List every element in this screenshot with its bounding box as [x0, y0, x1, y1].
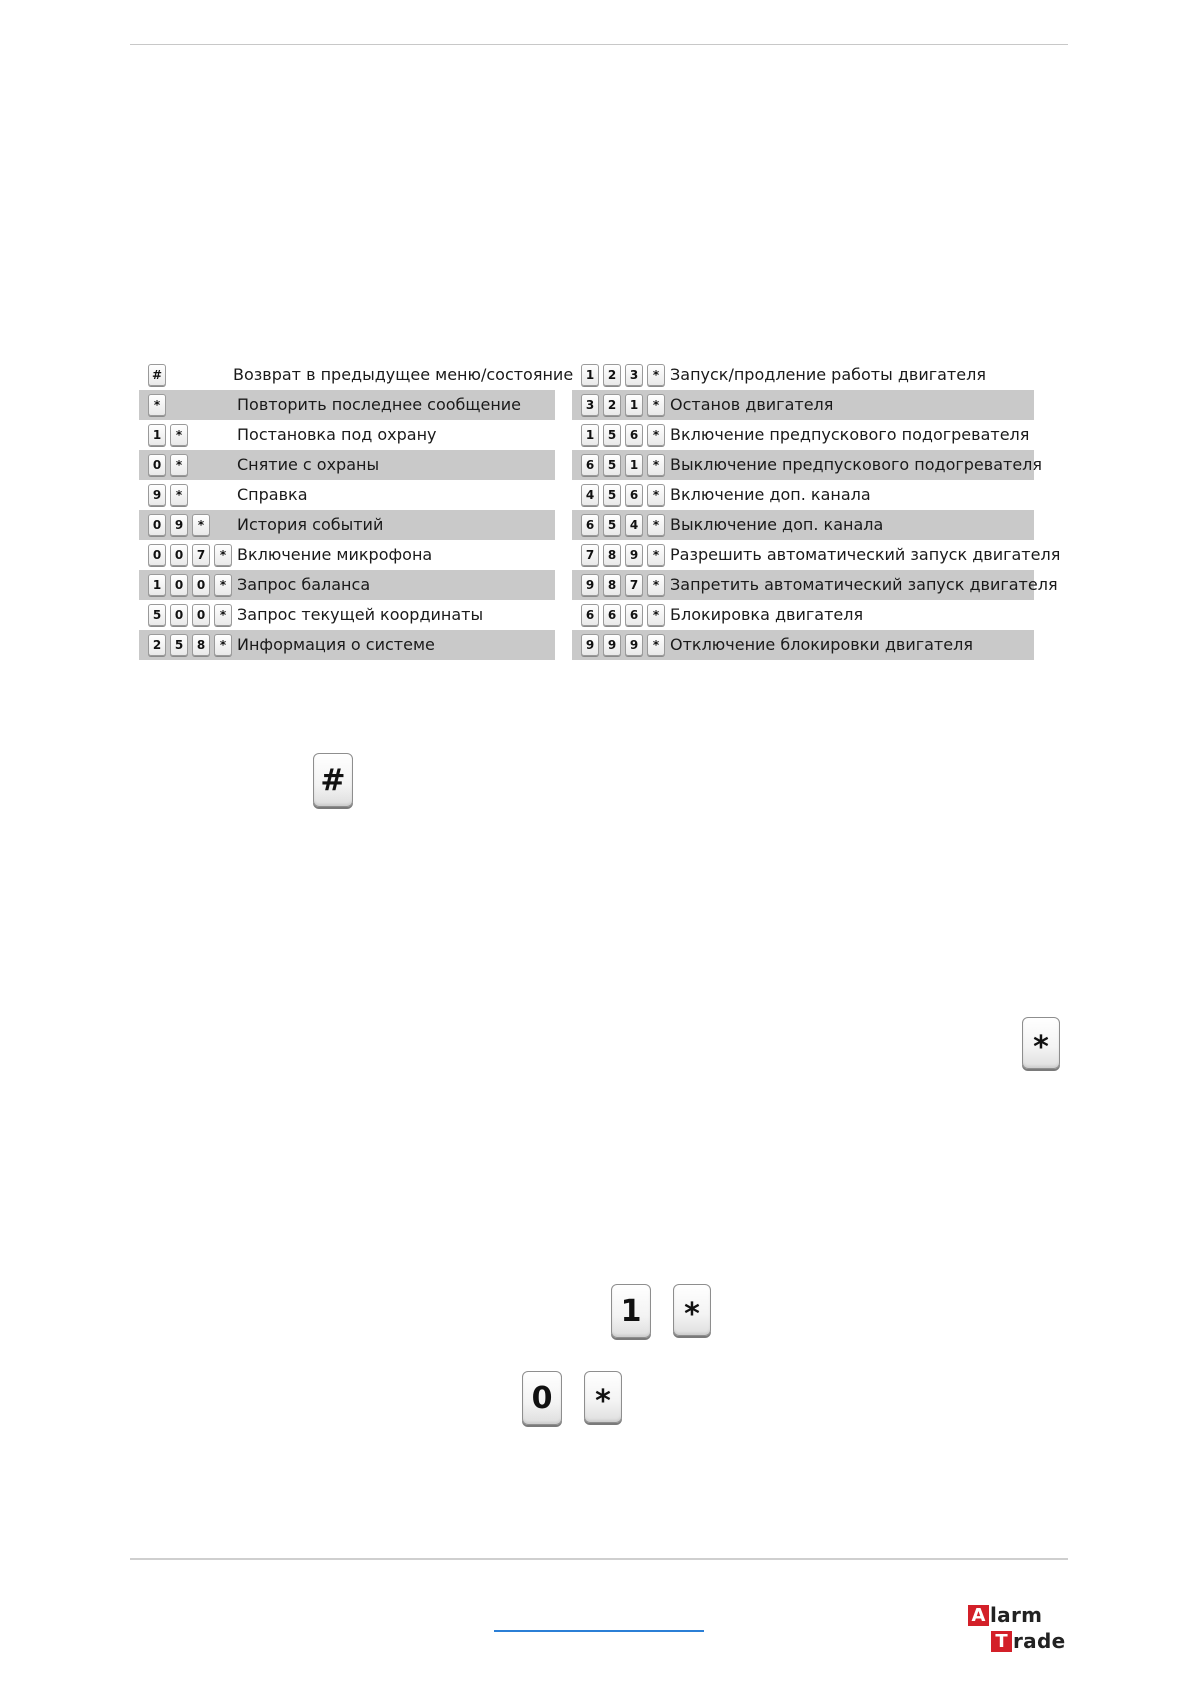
star-key-icon: *: [584, 1371, 622, 1423]
keypad-key-icon: 9: [170, 514, 188, 536]
alarm-trade-logo: [964, 1601, 1068, 1653]
keypad-key-icon: 6: [581, 514, 599, 536]
command-row: [139, 390, 555, 420]
keypad-key-icon: 9: [148, 484, 166, 506]
key-sequence: [139, 544, 236, 566]
keypad-key-icon: 6: [625, 604, 643, 626]
keypad-key-icon: 4: [625, 514, 643, 536]
star-key-icon: *: [673, 1284, 711, 1336]
command-label: Постановка под охрану: [237, 425, 437, 444]
key-sequence: [139, 364, 170, 386]
keypad-key-icon: 2: [603, 394, 621, 416]
key-sequence: [572, 634, 669, 656]
hash-key-icon: #: [313, 753, 353, 807]
keypad-key-icon: 2: [603, 364, 621, 386]
command-label: Справка: [237, 485, 308, 504]
keypad-key-icon: *: [647, 604, 665, 626]
command-label: Включение предпускового подогревателя: [670, 425, 1030, 444]
keypad-key-icon: 5: [603, 484, 621, 506]
keypad-key-icon: 3: [581, 394, 599, 416]
command-label: Останов двигателя: [670, 395, 834, 414]
keypad-key-icon: *: [647, 634, 665, 656]
command-row: [139, 480, 555, 510]
key-sequence: [572, 604, 669, 626]
keypad-key-icon: 9: [581, 574, 599, 596]
key-sequence: [572, 394, 669, 416]
command-label: Выключение предпускового подогревателя: [670, 455, 1043, 474]
keypad-key-icon: 4: [581, 484, 599, 506]
keypad-key-icon: 6: [581, 604, 599, 626]
keypad-key-icon: 9: [625, 634, 643, 656]
keypad-key-icon: 5: [148, 604, 166, 626]
keypad-key-icon: 1: [581, 364, 599, 386]
logo-word-alarm: larm: [990, 1603, 1043, 1627]
keypad-key-icon: 6: [625, 424, 643, 446]
command-row: [139, 360, 574, 390]
key-sequence: [139, 604, 236, 626]
keypad-key-icon: 8: [192, 634, 210, 656]
keypad-key-icon: *: [647, 544, 665, 566]
command-label: Запрос текущей координаты: [237, 605, 484, 624]
keypad-key-icon: 2: [148, 634, 166, 656]
keypad-key-icon: 0: [170, 604, 188, 626]
keypad-key-icon: *: [647, 484, 665, 506]
command-row: [572, 390, 1034, 420]
key-sequence: [139, 514, 214, 536]
keypad-key-icon: 6: [625, 484, 643, 506]
keypad-key-icon: 6: [603, 604, 621, 626]
keypad-key-icon: 7: [581, 544, 599, 566]
commands-table-left: [139, 360, 574, 660]
digit-0-key-icon: 0: [522, 1371, 562, 1425]
command-label: Запуск/продление работы двигателя: [670, 365, 986, 384]
keypad-key-icon: 5: [603, 424, 621, 446]
command-row: [572, 570, 1058, 600]
keypad-key-icon: *: [214, 574, 232, 596]
keypad-key-icon: 1: [148, 424, 166, 446]
key-sequence: [139, 634, 236, 656]
command-label: Повторить последнее сообщение: [237, 395, 522, 414]
keypad-key-icon: *: [647, 514, 665, 536]
command-label: Возврат в предыдущее меню/состояние: [233, 365, 574, 384]
keypad-key-icon: *: [647, 394, 665, 416]
command-row: [572, 630, 1034, 660]
keypad-key-icon: 5: [603, 454, 621, 476]
command-row: [139, 600, 555, 630]
footer-divider: [130, 1558, 1068, 1560]
keypad-key-icon: 0: [192, 604, 210, 626]
key-sequence: [572, 454, 669, 476]
header-divider: [130, 44, 1068, 45]
keypad-key-icon: *: [192, 514, 210, 536]
keypad-key-icon: 7: [192, 544, 210, 566]
keypad-key-icon: 8: [603, 574, 621, 596]
keypad-key-icon: 0: [148, 454, 166, 476]
keypad-key-icon: 5: [170, 634, 188, 656]
keypad-key-icon: 9: [603, 634, 621, 656]
command-row: [139, 450, 555, 480]
commands-table-right: [572, 360, 1061, 660]
keypad-key-icon: 0: [170, 544, 188, 566]
key-sequence: [139, 574, 236, 596]
command-label: Включение микрофона: [237, 545, 433, 564]
command-row: [139, 540, 555, 570]
keypad-key-icon: *: [647, 424, 665, 446]
keypad-key-icon: 5: [603, 514, 621, 536]
star-key-icon: *: [1022, 1017, 1060, 1069]
key-sequence: [139, 454, 192, 476]
keypad-key-icon: 0: [192, 574, 210, 596]
keypad-key-icon: *: [214, 544, 232, 566]
command-label: Разрешить автоматический запуск двигателя: [670, 545, 1061, 564]
keypad-key-icon: 9: [625, 544, 643, 566]
command-label: Выключение доп. канала: [670, 515, 884, 534]
command-row: [572, 480, 1034, 510]
digit-1-key-icon: 1: [611, 1284, 651, 1338]
command-label: Запрос баланса: [237, 575, 371, 594]
logo-letter-a: A: [968, 1605, 989, 1626]
key-sequence: [572, 424, 669, 446]
keypad-key-icon: 1: [625, 394, 643, 416]
key-sequence: [139, 394, 170, 416]
command-row: [572, 510, 1034, 540]
command-label: Включение доп. канала: [670, 485, 871, 504]
command-label: Блокировка двигателя: [670, 605, 864, 624]
keypad-key-icon: *: [647, 574, 665, 596]
key-sequence: [572, 484, 669, 506]
keypad-key-icon: 0: [170, 574, 188, 596]
keypad-key-icon: #: [148, 364, 166, 386]
command-row: [139, 630, 555, 660]
keypad-key-icon: 6: [581, 454, 599, 476]
keypad-key-icon: 1: [581, 424, 599, 446]
command-row: [572, 420, 1034, 450]
key-sequence: [139, 484, 192, 506]
keypad-key-icon: 0: [148, 544, 166, 566]
keypad-key-icon: 1: [625, 454, 643, 476]
key-sequence: [572, 364, 669, 386]
keypad-key-icon: *: [170, 484, 188, 506]
keypad-key-icon: 7: [625, 574, 643, 596]
keypad-key-icon: *: [148, 394, 166, 416]
command-label: Отключение блокировки двигателя: [670, 635, 973, 654]
command-row: [139, 510, 555, 540]
keypad-key-icon: *: [647, 364, 665, 386]
keypad-key-icon: *: [647, 454, 665, 476]
keypad-key-icon: *: [214, 604, 232, 626]
keypad-key-icon: *: [214, 634, 232, 656]
command-row: [572, 450, 1043, 480]
keypad-key-icon: *: [170, 424, 188, 446]
command-row: [139, 570, 555, 600]
command-label: Информация о системе: [237, 635, 435, 654]
keypad-key-icon: 1: [148, 574, 166, 596]
logo-word-trade: rade: [1013, 1629, 1066, 1653]
command-label: Запретить автоматический запуск двигателя: [670, 575, 1058, 594]
command-label: Снятие с охраны: [237, 455, 380, 474]
keypad-key-icon: 0: [148, 514, 166, 536]
key-sequence: [572, 544, 669, 566]
key-sequence: [572, 514, 669, 536]
command-row: [572, 540, 1061, 570]
keypad-key-icon: 9: [581, 634, 599, 656]
website-link[interactable]: [494, 1630, 704, 1632]
key-sequence: [139, 424, 192, 446]
key-sequence: [572, 574, 669, 596]
keypad-key-icon: 8: [603, 544, 621, 566]
command-row: [572, 360, 1034, 390]
command-row: [572, 600, 1034, 630]
keypad-key-icon: *: [170, 454, 188, 476]
command-row: [139, 420, 555, 450]
logo-letter-t: T: [991, 1631, 1012, 1652]
command-label: История событий: [237, 515, 384, 534]
keypad-key-icon: 3: [625, 364, 643, 386]
